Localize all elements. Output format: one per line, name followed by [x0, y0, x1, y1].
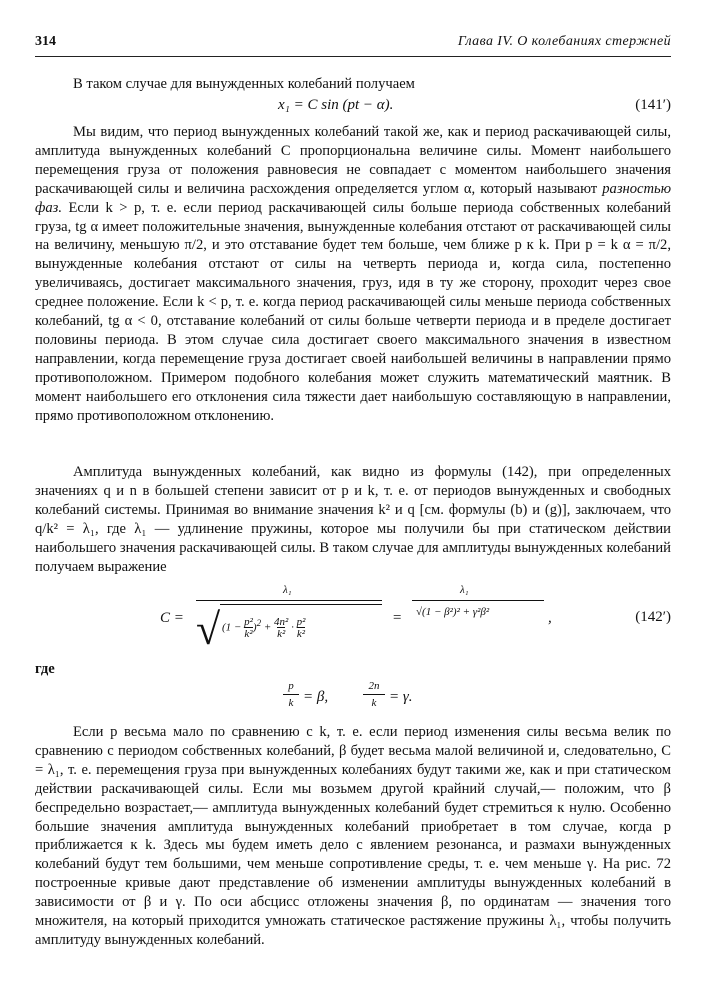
paragraph-amplitude: Амплитуда вынужденных колебаний, как видно из формулы (142), при определенных значениях q и n в большей степени зависит от p и k, т. е. от периодов вынужденных и свободных колебаний системы. Принимая во внимание значения k² и q [см. формулы (b) и (g)], заключаем, что q/k² = λ₁, где λ₁ — удлинение пружины, которое мы получили бы при статическом действии наибольшего значения раскачивающей силы. В таком случае для амплитуды вынужденных колебаний получаем выражение — [35, 464, 671, 575]
frac-2n-over-k — [363, 680, 385, 709]
sqrt-bar — [220, 604, 382, 605]
header-rule — [35, 56, 671, 57]
equation-142 — [160, 584, 580, 660]
frac-line — [363, 694, 385, 695]
den-part: p² — [244, 616, 253, 628]
eq-equals: = — [392, 610, 403, 626]
eq-comma: , — [548, 610, 552, 626]
frac-line — [283, 694, 299, 695]
den-part: + — [263, 621, 272, 634]
eq-numerator: λ₁ — [283, 584, 292, 596]
equation-141-number: (141′) — [635, 97, 671, 113]
fraction-bar-2 — [412, 600, 544, 601]
sqrt-sign: √ — [196, 605, 221, 654]
den-part: 4n² — [274, 616, 289, 628]
paragraph-resonance: Если p весьма мало по сравнению с k, т. е. если период изменения силы весьма велик по сравнению с периодом собственных колебаний, β будет весьма малой величиной и, следовательно, C = λ₁, т. е. перемещения груза при вынужденных колебаниях будут такими же, как и при статическом действии раскачивающей силы. Если мы возьмем другой крайний случай,— положим, что β беспредельно возрастает,— амплитуда вынужденных колебаний будет стремиться к нулю. Особенно большие значения амплитуда вынужденных колебаний приобретает в том случае, когда p приближается к k. Здесь мы будем иметь дело с явлением резонанса, и размахи вынужденных колебаний будут тем большими, чем меньше сопротивление среды, т. е. чем меньше γ. На рис. 72 построенные кривые дают представление об изменении амплитуды вынужденных колебаний в зависимости от β и γ. По оси абсцисс отложены значения β, по ординатам — значения того множителя, на который приходится умножать статическое растяжение пружины λ₁, чтобы получить амплитуду вынужденных колебаний. — [35, 724, 671, 948]
frac-num: p — [288, 680, 294, 692]
eq-denominator-2: √(1 − β²)² + γ²β² — [416, 606, 490, 618]
den-part: · — [291, 621, 294, 634]
frac-den: k — [288, 697, 294, 709]
den-part: p² — [296, 616, 306, 628]
def-gamma: = γ. — [389, 689, 413, 705]
frac-den: k — [371, 697, 377, 709]
definitions-line — [283, 680, 443, 720]
term-phase-difference: разностью фаз. — [35, 180, 671, 216]
where-label: где — [35, 661, 55, 677]
den-part: 1 − — [225, 621, 242, 634]
equation-141: x₁ = C sin (pt − α). — [278, 97, 394, 113]
eq-numerator-2: λ₁ — [460, 584, 469, 596]
frac-p-over-k — [283, 680, 299, 709]
frac-num: 2n — [368, 680, 380, 692]
intro-line: В таком случае для вынужденных колебаний получаем — [73, 76, 415, 92]
running-header — [35, 34, 671, 54]
chapter-title: Глава IV. О колебаниях стержней — [457, 34, 671, 49]
paragraph-text: Если k > p, т. е. если период раскачивающей силы больше периода собственных колебаний груза, tg α имеет положительные значения, вынужденные колебания отстают от раскачивающей силы на величину, меньшую π/2, и это отставание будет тем больше, чем ближе p к k. При p = k α = π/2, вынужденные колебания отстают от силы на четверть периода и, когда сила, постепенно увеличиваясь, достигает максимального значения, груз, идя в ту же сторону, проходит через свое среднее положение. Если k < p, т. е. когда период раскачивающей силы меньше периода собственных колебаний, tg α < 0, отставание колебаний от силы больше четверти периода и в пределе достигает половины периода. В этом случае сила достигает своего максимального значения в известном направлении, когда перемещение груза достигает своей наибольшей величины в направлении прямо противоположном. Примером подобного колебания может служить математический маятник. В момент наибольшего его отклонения сила тяжести дает наибольшую составляющую в направлении, прямо противоположном отклонению. — [35, 199, 671, 424]
eq-lhs: C = — [160, 610, 184, 626]
den-part: k² — [244, 628, 253, 640]
paragraph-phase-difference — [35, 123, 671, 426]
den-part: k² — [296, 628, 306, 640]
page-number: 314 — [35, 34, 56, 49]
den-part: k² — [277, 628, 286, 640]
fraction-bar — [196, 600, 382, 601]
paragraph-text: Мы видим, что период вынужденных колебаний такой же, как и период раскачивающей силы, амплитуда вынужденных колебаний C пропорциональна величине силы. Момент наибольшего перемещения груза от положения равновесия не совпадает с моментом наибольшего значения раскачивающей силы и величина расхождения определяется углом α, который называют — [35, 124, 671, 197]
eq-denominator: $(1 - \frac{\text{p²}}{\text{k²}})^2 + \frac{\text{4n²}}{\text{k²}} \cdot \frac{\text{p²}}{\text{k²}}$ — [222, 616, 306, 640]
equation-142-number: (142′) — [635, 609, 671, 625]
def-beta: = β, — [303, 689, 329, 705]
